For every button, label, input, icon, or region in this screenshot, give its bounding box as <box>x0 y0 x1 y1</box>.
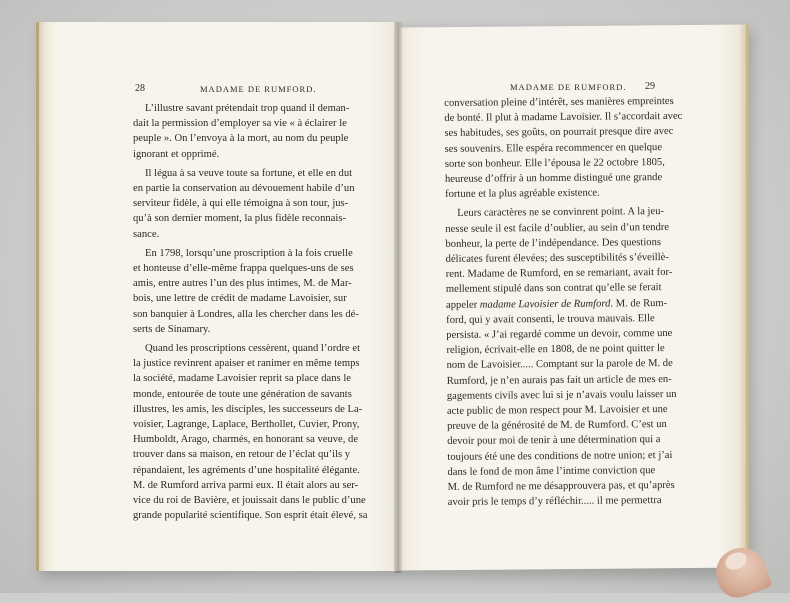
text-run: conversation pleine d’intérêt, ses manières empreintes <box>444 95 674 109</box>
text-run: rent. Madame de Rumford, en se remariant, avait for- <box>445 267 673 281</box>
text-run: trouver dans sa maison, en retour de l’éclat qu’ils y <box>133 449 351 461</box>
text-run: bois, une lettre de crédit de madame Lavoisier, sur <box>133 293 347 305</box>
text-run: la justice revinrent apaiser et ranimer en même temps <box>133 358 360 370</box>
text-run: son banquier à Londres, alla les chercher dans les dé- <box>133 308 359 320</box>
text-line <box>444 124 674 141</box>
text-run: appeler <box>445 299 480 311</box>
text-run: persista. « J’ai regardé comme un devoir, comme une <box>446 327 673 341</box>
text-line <box>133 447 365 462</box>
text-line <box>133 196 365 211</box>
text-run: sance. <box>133 228 160 240</box>
text-run: et honteuse d’elle-même frappa quelques-uns de ses <box>133 263 354 275</box>
text-run: sorte son bonheur. Elle l’épousa le 22 octobre 1805, <box>444 156 665 170</box>
text-run: ignorant et opprimé. <box>133 148 220 160</box>
text-run: En 1798, lorsqu’une proscription à la fois cruelle <box>145 247 353 259</box>
text-run: L’illustre savant prétendait trop quand il deman- <box>145 103 350 114</box>
text-line <box>133 493 365 508</box>
text-run: amis, entre autres l’un des plus intimes, M. de Mar- <box>133 278 352 290</box>
text-line <box>133 181 365 196</box>
text-run: la société, madame Lavoisier reprit sa place dans le <box>133 373 351 385</box>
right-page-body <box>444 94 683 510</box>
text-line <box>446 372 672 389</box>
text-run: monde, entourée de toute une génération de savants <box>133 388 352 400</box>
text-line <box>444 140 663 157</box>
text-run: peuple ». On l’envoya à la mort, au nom du peuple <box>133 133 349 145</box>
text-line <box>133 291 365 306</box>
text-line <box>445 296 668 313</box>
text-run: qu’à son dernier moment, la plus fidèle reconnais- <box>133 213 346 225</box>
text-line <box>445 281 662 298</box>
text-line <box>133 356 365 371</box>
text-run: Leurs caractères ne se convinrent point. A la jeu- <box>457 206 665 220</box>
text-run: de bonté. Il plut à madame Lavoisier. Il s’accordait avec <box>444 111 683 125</box>
text-run: délicates furent élevées; des susceptibilités s’éveillè- <box>445 252 669 265</box>
text-line <box>133 227 365 242</box>
text-run: nom de Lavoisier..... Comptant sur la parole de M. de <box>446 358 673 372</box>
left-running-head: MADAME DE RUMFORD. <box>200 84 317 94</box>
text-run: M. de Rumford ne me désapprouvera pas, et qu’après <box>447 480 675 493</box>
text-run: voisier, Lagrange, Laplace, Berthollet, Cuvier, Prony, <box>133 419 360 431</box>
right-page-number: 29 <box>645 81 655 92</box>
text-run: acte public de mon respect pour M. Lavoisier et une <box>446 404 668 417</box>
text-line <box>133 341 365 356</box>
text-run: ses souvenirs. Elle espéra recommencer en quelque <box>444 141 663 155</box>
text-line <box>133 322 365 337</box>
text-run: serviteur fidèle, à qui elle témoigna à son tour, jus- <box>133 198 349 210</box>
text-line <box>445 205 665 222</box>
text-line <box>133 147 365 162</box>
text-run: grande popularité scientifique. Son esprit était élevé, sa <box>133 510 368 522</box>
right-running-head: MADAME DE RUMFORD. <box>510 82 627 92</box>
text-run: répandaient, les agréments d’une hospitalité élégante. <box>133 464 360 476</box>
text-line <box>133 307 365 322</box>
text-line <box>447 448 673 465</box>
text-line <box>445 220 670 237</box>
text-run: toujours été une des conditions de notre union; et j’ai <box>447 449 673 463</box>
text-line <box>133 417 365 432</box>
text-line <box>133 402 365 417</box>
text-line <box>133 276 365 291</box>
text-line <box>133 478 365 493</box>
text-run: Il légua à sa veuve toute sa fortune, et elle en dut <box>145 167 353 179</box>
text-line <box>447 433 659 450</box>
text-line <box>133 508 368 523</box>
text-run: ford, qui y avait consenti, le trouva mauvais. Elle <box>446 312 655 326</box>
text-run: ses habitudes, ses goûts, on pourrait presque dire avec <box>444 126 674 140</box>
text-run: avoir pris le temps d’y réfléchir..... il me permettra <box>447 495 662 509</box>
text-line <box>133 116 365 131</box>
text-line <box>446 357 673 374</box>
text-line <box>133 246 365 261</box>
text-line <box>133 101 365 116</box>
italic-run: madame Lavoisier de Rumford <box>479 298 611 311</box>
text-run: Quand les proscriptions cessèrent, quand l’ordre et <box>145 343 361 355</box>
text-line <box>133 131 365 146</box>
text-run: dans le fond de mon âme l’intime conviction que <box>447 464 656 478</box>
text-line <box>133 166 365 181</box>
text-run: bonheur, la perte de l’indépendance. Des questions <box>445 236 662 250</box>
left-page-number: 28 <box>135 83 145 94</box>
text-run: gagements civils avec lui si je n’avais voulu laisser un <box>446 388 677 402</box>
text-line <box>133 432 365 447</box>
text-run: preuve de la générosité de M. de Rumford. C’est un <box>447 419 667 433</box>
text-line <box>133 387 365 402</box>
text-line <box>133 261 365 276</box>
text-run: vice du roi de Bavière, et jouissait dans le public d’une <box>133 495 366 507</box>
text-run: religion, écrivait-elle en 1808, de ne point quitter le <box>446 343 665 357</box>
text-line <box>133 371 365 386</box>
text-line <box>444 170 663 187</box>
text-run: dait la permission d’employer sa vie « à éclairer le <box>133 118 347 130</box>
text-run: fortune et la plus agréable existence. <box>445 187 600 201</box>
left-page-body <box>133 101 368 523</box>
text-run: devoir pour moi de tenir à une détermination qui a <box>447 434 661 448</box>
text-line <box>133 211 365 226</box>
text-run: illustres, les amis, les disciples, les successeurs de La- <box>133 403 363 415</box>
text-run: M. de Rumford arriva parmi eux. Il était alors au ser- <box>133 479 359 491</box>
text-run: Rumford, je n’en aurais pas fait un article de mes en- <box>446 373 672 387</box>
text-run: heureuse d’offrir à un homme distingué une grande <box>444 172 663 185</box>
book-gutter <box>394 22 402 573</box>
text-run: en partie la conservation au dévouement habile d’un <box>133 183 355 195</box>
text-line <box>448 493 660 510</box>
text-run: serts de Sinamary. <box>133 323 211 335</box>
text-run: Humboldt, Arago, charmés, en honorant sa veuve, de <box>133 434 359 446</box>
text-run: . M. de Rum- <box>610 297 668 310</box>
text-run: nesse seule il est facile d’oublier, au sein d’un tendre <box>445 221 670 235</box>
text-line <box>133 463 365 478</box>
text-run: mellement stipulé dans son contrat qu’elle se ferait <box>445 282 662 296</box>
